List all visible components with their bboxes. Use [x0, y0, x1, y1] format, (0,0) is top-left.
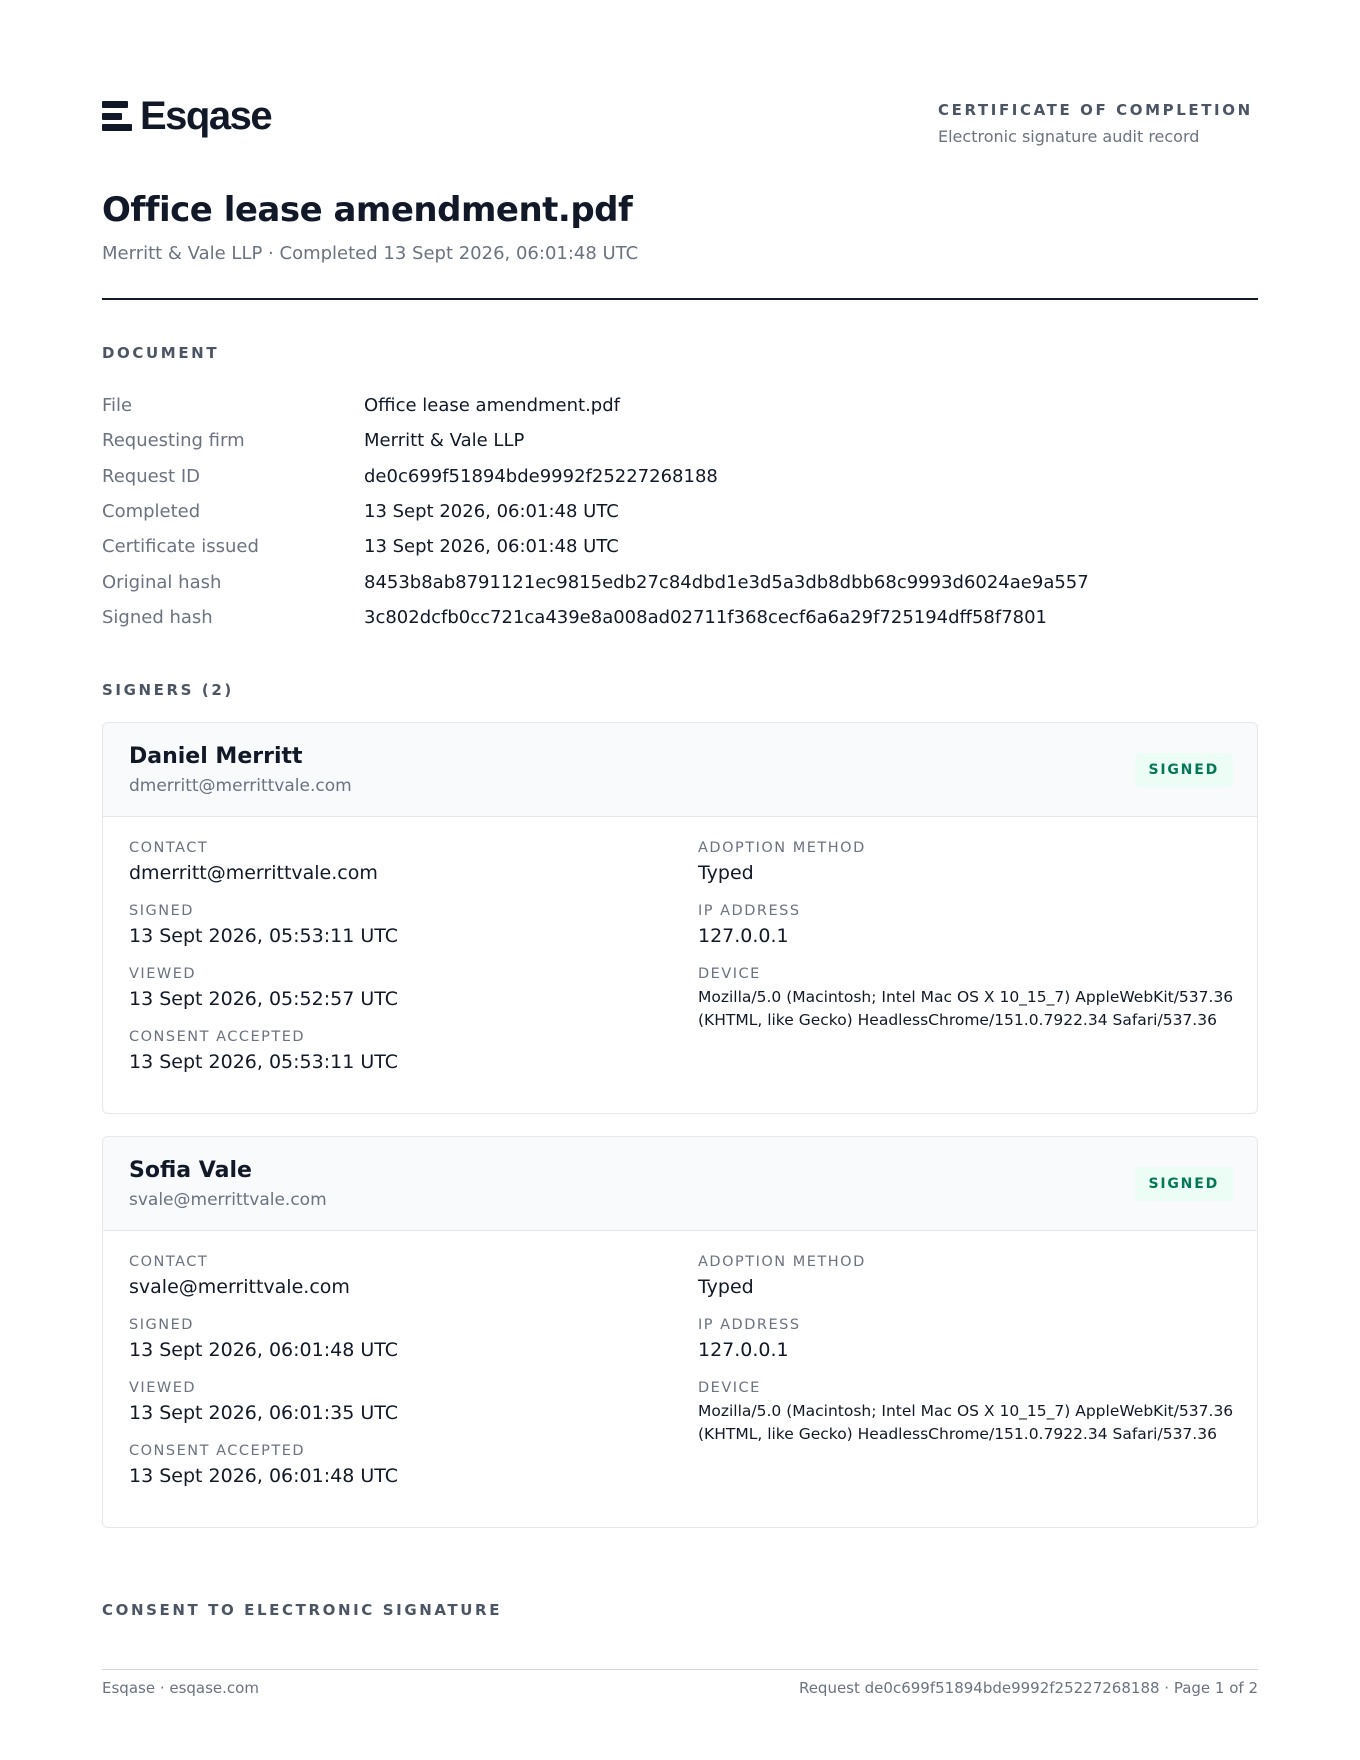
viewed-field — [129, 965, 669, 1028]
page-title: Office lease amendment.pdf — [102, 190, 633, 230]
signer-details-right — [698, 839, 1238, 1028]
field-value: Typed — [698, 1276, 754, 1298]
device-field — [698, 1379, 1238, 1442]
consent-field — [129, 1442, 669, 1505]
adoption-field — [698, 839, 1238, 902]
field-label: VIEWED — [129, 966, 197, 982]
signer-details-right — [698, 1253, 1238, 1442]
field-label: ADOPTION METHOD — [698, 1254, 866, 1270]
row-value: 13 Sept 2026, 06:01:48 UTC — [364, 536, 619, 558]
signer-card-body — [103, 1231, 1257, 1527]
consent-field — [129, 1028, 669, 1091]
row-key: Signed hash — [102, 606, 213, 628]
field-value: dmerritt@merrittvale.com — [129, 862, 378, 884]
contact-field — [129, 1253, 669, 1316]
field-value: Typed — [698, 862, 754, 884]
field-value: svale@merrittvale.com — [129, 1276, 350, 1298]
certificate-subtitle: Electronic signature audit record — [938, 127, 1200, 146]
signer-details-left — [129, 839, 669, 1091]
viewed-field — [129, 1379, 669, 1442]
signer-card-body — [103, 817, 1257, 1113]
adoption-field — [698, 1253, 1238, 1316]
row-value: de0c699f51894bde9992f25227268188 — [364, 465, 718, 487]
row-key: Certificate issued — [102, 536, 259, 558]
row-value: Office lease amendment.pdf — [364, 395, 620, 417]
field-label: SIGNED — [129, 1317, 194, 1333]
certificate-heading — [938, 100, 1258, 147]
status-badge: SIGNED — [1135, 753, 1234, 787]
certificate-title: CERTIFICATE OF COMPLETION — [938, 101, 1253, 119]
row-key: Requesting firm — [102, 430, 245, 452]
table-row — [102, 600, 1258, 635]
row-value: 3c802dcfb0cc721ca439e8a008ad02711f368cecf6a6a29f725194dff58f7801 — [364, 606, 1047, 628]
field-label: CONTACT — [129, 1254, 209, 1270]
table-row — [102, 459, 1258, 494]
signer-name: Daniel Merritt — [129, 744, 303, 769]
table-row — [102, 564, 1258, 599]
table-row — [102, 423, 1258, 458]
field-value: 13 Sept 2026, 05:53:11 UTC — [129, 1051, 398, 1073]
table-row — [102, 494, 1258, 529]
field-value: 127.0.0.1 — [698, 925, 789, 947]
signer-name: Sofia Vale — [129, 1158, 252, 1183]
field-label: DEVICE — [698, 966, 761, 982]
signer-email: svale@merrittvale.com — [129, 1190, 327, 1210]
footer-page-info: Request de0c699f51894bde9992f25227268188 · Page 1 of 2 — [798, 1679, 1258, 1697]
brand-name: Esqase — [140, 94, 272, 138]
footer-divider — [102, 1669, 1258, 1670]
signed-field — [129, 1316, 669, 1379]
field-value: 13 Sept 2026, 06:01:48 UTC — [129, 1465, 398, 1487]
device-field — [698, 965, 1238, 1028]
header — [102, 96, 1258, 156]
signer-card — [102, 1136, 1258, 1528]
field-label: SIGNED — [129, 903, 194, 919]
signer-card-header — [103, 723, 1257, 817]
page-subtitle: Merritt & Vale LLP · Completed 13 Sept 2026, 06:01:48 UTC — [102, 243, 639, 264]
field-value: 127.0.0.1 — [698, 1339, 789, 1361]
ip-field — [698, 902, 1238, 965]
row-key: Request ID — [102, 465, 201, 487]
row-value: Merritt & Vale LLP — [364, 430, 525, 452]
table-row — [102, 529, 1258, 564]
field-value: 13 Sept 2026, 05:53:11 UTC — [129, 925, 398, 947]
certificate-page — [102, 0, 1258, 1760]
field-label: CONTACT — [129, 840, 209, 856]
field-label: ADOPTION METHOD — [698, 840, 866, 856]
contact-field — [129, 839, 669, 902]
signer-email: dmerritt@merrittvale.com — [129, 776, 352, 796]
row-key: Completed — [102, 501, 201, 523]
field-label: IP ADDRESS — [698, 903, 801, 919]
table-row — [102, 388, 1258, 423]
field-label: CONSENT ACCEPTED — [129, 1443, 306, 1459]
field-value: Mozilla/5.0 (Macintosh; Intel Mac OS X 10_15_7) AppleWebKit/537.36 (KHTML, like Gecko) HeadlessChrome/151.0.7922.34 Safari/537.36 — [698, 1402, 1234, 1443]
field-value: Mozilla/5.0 (Macintosh; Intel Mac OS X 10_15_7) AppleWebKit/537.36 (KHTML, like Gecko) HeadlessChrome/151.0.7922.34 Safari/537.36 — [698, 988, 1234, 1029]
row-value: 13 Sept 2026, 06:01:48 UTC — [364, 501, 619, 523]
field-value: 13 Sept 2026, 05:52:57 UTC — [129, 988, 398, 1010]
status-badge: SIGNED — [1135, 1167, 1234, 1201]
field-label: CONSENT ACCEPTED — [129, 1029, 306, 1045]
row-key: File — [102, 395, 133, 417]
header-divider — [102, 298, 1258, 300]
signed-field — [129, 902, 669, 965]
field-label: IP ADDRESS — [698, 1317, 801, 1333]
ip-field — [698, 1316, 1238, 1379]
brand-logo — [102, 96, 271, 136]
document-section-label: DOCUMENT — [102, 344, 220, 362]
signers-section-label: SIGNERS (2) — [102, 681, 234, 699]
document-details-table — [102, 388, 1258, 635]
row-key: Original hash — [102, 571, 222, 593]
signer-details-left — [129, 1253, 669, 1505]
stacked-bars-logo-icon — [102, 101, 132, 131]
signer-card-header — [103, 1137, 1257, 1231]
field-label: DEVICE — [698, 1380, 761, 1396]
signer-card — [102, 722, 1258, 1114]
field-value: 13 Sept 2026, 06:01:35 UTC — [129, 1402, 398, 1424]
row-value: 8453b8ab8791121ec9815edb27c84dbd1e3d5a3db8dbb68c9993d6024ae9a557 — [364, 571, 1089, 593]
field-label: VIEWED — [129, 1380, 197, 1396]
footer-brand: Esqase · esqase.com — [102, 1679, 259, 1697]
field-value: 13 Sept 2026, 06:01:48 UTC — [129, 1339, 398, 1361]
consent-section-label: CONSENT TO ELECTRONIC SIGNATURE — [102, 1601, 503, 1619]
